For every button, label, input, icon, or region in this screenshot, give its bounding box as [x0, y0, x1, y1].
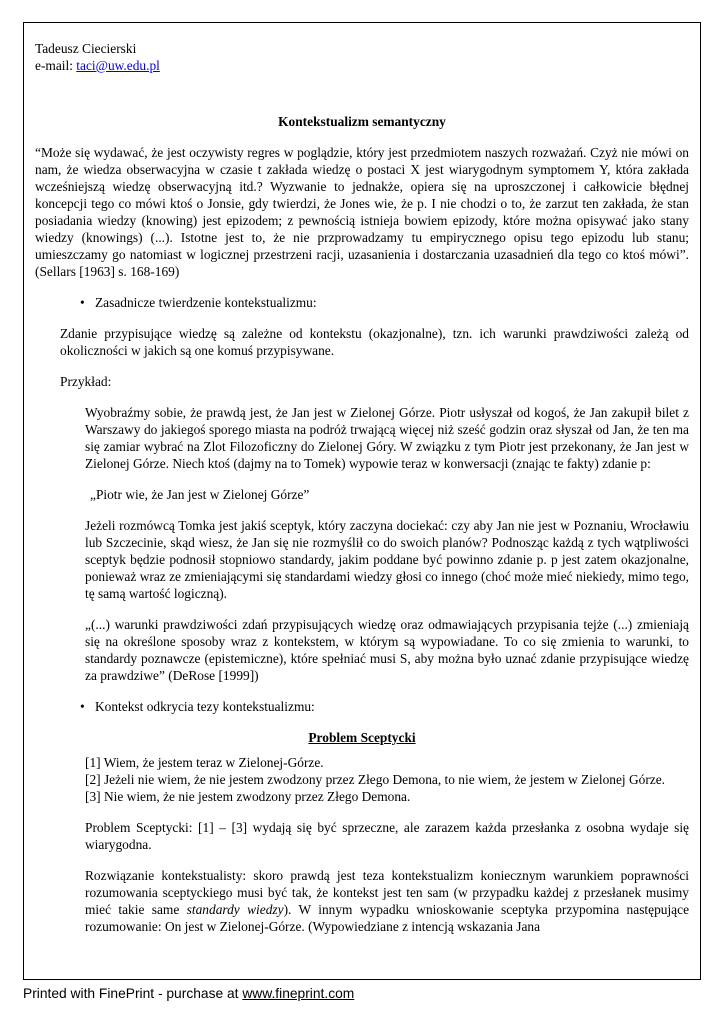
- derose-quote: „(...) warunki prawdziwości zdań przypisujących wiedzę oraz odmawiających przypisania tejże (...) zmieniają się na określone sposoby wraz z kontekstem, w którym są wypowiadane. To co się zmienia to warunki, to standardy poznawcze (epistemiczne), które spełniać musi S, aby można było uznać zdanie przypisujące wiedzę za prawdziwe” (DeRose [1999]): [85, 617, 689, 683]
- footer-text: Printed with FinePrint - purchase at: [23, 986, 243, 1001]
- example-sentence: „Piotr wie, że Jan jest w Zielonej Górze”: [90, 487, 310, 502]
- solution-text-b: ). W innym wypadku wnioskowanie sceptyka przypomina następujące rozumowanie: On jest w Zielonej-Górze. (Wypowiedziane z intencją wskazania Jana: [85, 902, 690, 934]
- email-link[interactable]: taci@uw.edu.pl: [76, 58, 160, 73]
- example-paragraph-2: Jeżeli rozmówcą Tomka jest jakiś sceptyk, który zaczyna dociekać: czy aby Jan nie jest w Poznaniu, Wrocławiu lub Szczecinie, skąd wiesz, że Jan się nie rozmyślił co do swoich planów? Podnosząc każdą z tych wątpliwości sceptyk będzie podnosił stopniowo standardy, jakim poddane być powinno zdanie p. p jest zatem okazjonalne, ponieważ wraz ze zmieniającymi się standardami wiedzy głosi co innego (choć może mieć niekiedy, mimo tego, tę samą wartość logiczną).: [85, 518, 689, 601]
- author-email-line: [35, 57, 689, 74]
- document-page: [23, 22, 701, 980]
- solution-text-a: Rozwiązanie kontekstualisty: skoro prawdą jest teza kontekstualizm koniecznym warunkiem poprawności rozumowania sceptyckiego musi być tak, że kontekst jest ten sam (w przypadku każdej z przesłanek musimy mieć takie same: [85, 868, 689, 917]
- bullet-icon: •: [80, 295, 85, 310]
- bullet-context: [35, 698, 689, 715]
- premise-item: [1] Wiem, że jestem teraz w Zielonej-Górze.: [85, 755, 324, 770]
- email-label: e-mail:: [35, 58, 77, 73]
- author-name: Tadeusz Ciecierski: [35, 41, 137, 56]
- problem-description: Problem Sceptycki: [1] – [3] wydają się być sprzeczne, ale zarazem każda przesłanka z osobna wydaje się wiarygodna.: [85, 820, 689, 852]
- example-label: Przykład:: [60, 374, 112, 389]
- premise-item: [3] Nie wiem, że nie jestem zwodzony przez Złego Demona.: [85, 789, 411, 804]
- bullet-icon: •: [80, 699, 85, 714]
- thesis-paragraph: Zdanie przypisujące wiedzę są zależne od kontekstu (okazjonalne), tzn. ich warunki prawdziwości zależą od okoliczności w jakich są one komuś przypisywane.: [60, 326, 689, 358]
- footer-link[interactable]: www.fineprint.com: [242, 986, 355, 1001]
- bullet-main-thesis: [35, 294, 689, 311]
- document-title: Kontekstualizm semantyczny: [278, 114, 446, 129]
- premises-list: [35, 754, 689, 805]
- document-content: [35, 40, 689, 935]
- solution-emphasis: standardy wiedzy: [186, 902, 284, 917]
- problem-title: Problem Sceptycki: [308, 730, 416, 745]
- solution-paragraph: [35, 867, 689, 935]
- sellars-quote: “Może się wydawać, że jest oczywisty regres w poglądzie, który jest przedmiotem naszych rozważań. Czyż nie mówi on nam, że wiedza obserwacyjna w czasie t zakłada wiedzę o postaci X jest wiarygodnym symptomem Y, która zakłada wcześniejszą wiedzę obserwacyjną itd.? Wyzwanie to jednakże, opiera się na uproszczonej i całkowicie błędnej koncepcji tego co mówi ktoś o Jonsie, gdy twierdzi, że Jones wie, że p. I nie chodzi o to, że zarzut ten zakłada, że stan posiadania wiedzy (knowing) jest epizodem; z pewnością istnieja bowiem epizody, które można opisywać jako stany wiedzy (knowings) (...). Istotne jest to, że nie przprowadzamy tu empirycznego opisu tego epizodu lub stanu; umieszczamy go natomiast w logicznej przestrzeni racji, uzasanienia i dostarczania uzasadnień dla tego co ktoś mówi”. (Sellars [1963] s. 168-169): [35, 145, 689, 279]
- bullet-main-thesis-label: Zasadnicze twierdzenie kontekstualizmu:: [95, 295, 317, 310]
- bullet-context-label: Kontekst odkrycia tezy kontekstualizmu:: [95, 699, 315, 714]
- premise-item: [2] Jeżeli nie wiem, że nie jestem zwodzony przez Złego Demona, to nie wiem, że jestem w Zielonej Górze.: [85, 772, 666, 787]
- example-paragraph-1: Wyobraźmy sobie, że prawdą jest, że Jan jest w Zielonej Górze. Piotr usłyszał od kogoś, że Jan zakupił bilet z Warszawy do jakiegoś sporego miasta na podróż trwającą więcej niż sześć godzin oraz słyszał od Jan, że ten ma się zamiar wybrać na Zlot Filozoficzny do Zielonej Góry. W związku z tym Piotr jest przekonany, że Jan jest w Zielonej Górze. Niech ktoś (dajmy na to Tomek) wypowie teraz w konwersacji (znając te fakty) zdanie p:: [85, 405, 689, 471]
- print-footer: [23, 986, 354, 1001]
